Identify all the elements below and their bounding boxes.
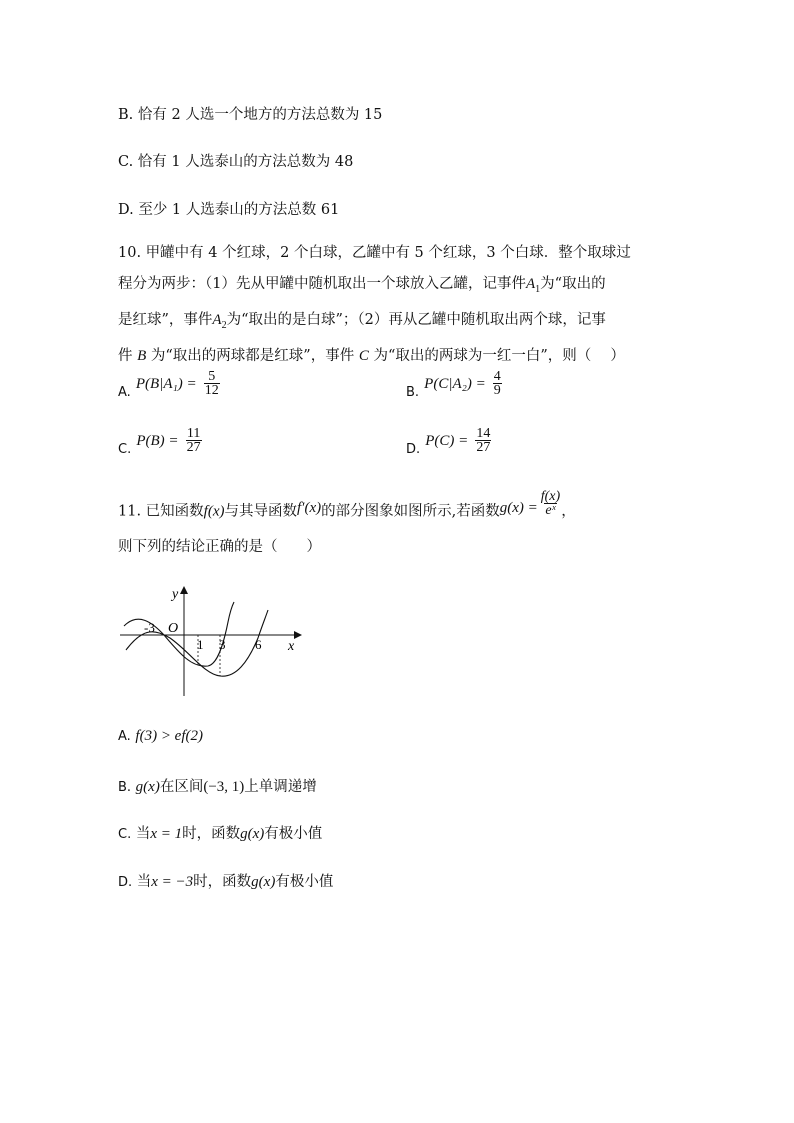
q9-option-d: D. 至少 1 人选泰山的方法总数 61 [118, 202, 340, 218]
q10-line-2: 程分为两步：（1）先从甲罐中随机取出一个球放入乙罐，记事件$A_1$为“取出的 [118, 276, 606, 295]
x-axis-arrow [294, 631, 302, 639]
event-b: B [137, 348, 147, 364]
q10-line-4: 件 B 为“取出的两球都是红球”，事件 C 为“取出的两球为一红一白”，则（ ） [118, 348, 625, 364]
q10-option-a: A. P(B|A₁) = $\frac{5}{12}$ [118, 369, 219, 400]
q10-line-3: 是红球”，事件$A_2$为“取出的是白球”；（2）再从乙罐中随机取出两个球，记事 [118, 312, 606, 331]
q10-option-d: D. P(C) = $\frac{14}{27}$ [406, 426, 491, 457]
q10-line-1: 10. 甲罐中有 4 个红球，2 个白球，乙罐中有 5 个红球，3 个白球．整个取球过 [118, 245, 631, 261]
q11-option-c: C. 当x = 1时，函数g(x)有极小值 [118, 826, 323, 842]
q11-line-1: 11. 已知函数f(x)与其导函数f′(x)的部分图象如图所示,若函数g(x) = $\frac{f(x)}{\text{eˣ}}$ ， [118, 489, 576, 520]
origin-label: O [168, 621, 179, 636]
curve-f-prime [124, 602, 234, 666]
event-c: C [358, 348, 369, 364]
y-axis-label: y [172, 587, 179, 602]
tick-label-6: 6 [255, 637, 262, 652]
y-axis-arrow [180, 586, 188, 594]
event-a2: $A_2$ [212, 312, 227, 331]
x-axis-label: x [288, 639, 295, 654]
q11-option-d: D. 当x = −3时，函数g(x)有极小值 [118, 874, 334, 890]
function-graph [118, 582, 308, 702]
q9-option-b: B. 恰有 2 人选一个地方的方法总数为 15 [118, 107, 383, 123]
q11-option-b: B. g(x)在区间(−3, 1)上单调递增 [118, 779, 317, 795]
q10-option-b: B. P(C|A₂) = $\frac{4}{9}$ [406, 369, 501, 400]
q10-stem [118, 238, 678, 372]
tick-label-3: 3 [219, 637, 226, 652]
event-a1: $A_1$ [525, 276, 541, 295]
tick-label-1: 1 [197, 637, 204, 652]
q11-option-a: A. f(3) > ef(2) [118, 728, 204, 744]
q9-option-c: C. 恰有 1 人选泰山的方法总数为 48 [118, 154, 354, 170]
q10-option-c: C. P(B) = $\frac{11}{27}$ [118, 426, 201, 457]
q11-line-2: 则下列的结论正确的是（ ） [118, 539, 321, 555]
tick-label-minus-3: -3 [144, 620, 155, 635]
